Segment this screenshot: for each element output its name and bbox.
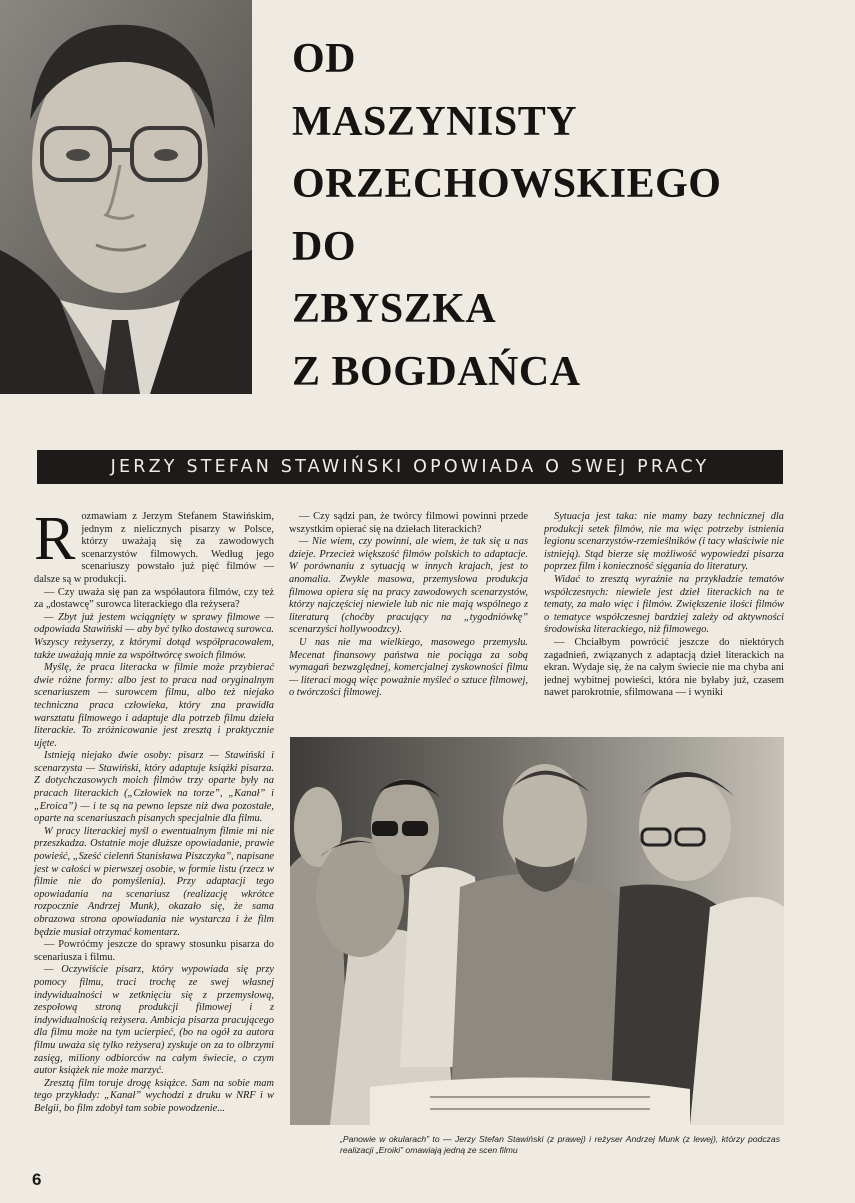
title-line: Z BOGDAŃCA [292, 348, 581, 395]
article-paragraph: Istnieją niejako dwie osoby: pisarz — Stawiński i scenarzysta — Stawiński, który adaptuje książki pisarza. Z dotychczasowych moich filmów trzy oparte były na pracach literackich („Człowiek na torze”, „Kanał” i „Eroica”) — i te są na pewno lepsze niż dwa pozostałe, oparte na scenariuszach pisanych specjalnie dla filmu. [34, 750, 274, 825]
article-paragraph: Zresztą film toruje drogę książce. Sam na sobie mam tego przykłady: „Kanał” wychodzi z druku w NRF i w Belgii, bo film zdobył tam sobie powodzenie... [34, 1077, 274, 1114]
title-line: OD [292, 36, 356, 82]
drop-cap: R [34, 511, 76, 573]
article-paragraph: Widać to zresztą wyraźnie na przykładzie tematów współczesnych: niewiele jest dzieł literackich na te tematy, za mało więc i filmów. Zwiększenie ilości filmów o tematyce współczesnej bardziej zależy od aktywności środowiska literackiego, niż filmowego. [544, 573, 784, 636]
article-paragraph: — Zbyt już jestem wciągnięty w sprawy filmowe — odpowiada Stawiński — aby być tylko dostawcą surowca. Wszyscy reżyserzy, z którymi dotąd współpracowałem, także uważają mnie za współtwórcę swoich filmów. [34, 611, 274, 661]
article-paragraph: Myślę, że praca literacka w filmie może przybierać dwie różne formy: albo jest to praca nad oryginalnym scenariuszem — surowcem filmu, albo też niejako techniczna praca człowieka, który zna prawidła warsztatu filmowego i adaptuje dla potrzeb filmu dzieła literackie. To zróżnicowanie jest zresztą i praktycznie ujęte. [34, 662, 274, 749]
article-paragraph: — Czy uważa się pan za współautora filmów, czy też za „dostawcę” surowca literackiego dla reżysera? [34, 586, 274, 611]
title-line: DO [292, 223, 356, 270]
article-paragraph: — Powróćmy jeszcze do sprawy stosunku pisarza do scenariusza i filmu. [34, 939, 274, 963]
article-paragraph: — Nie wiem, czy powinni, ale wiem, że tak się u nas dzieje. Przecież większość filmów polskich to adaptacje. W porównaniu z sytuacją w innych krajach, jest to anomalia. Zwykle masowa, przemysłowa produkcja filmowa opiera się na pracy zawodowych scenarzystów, którzy najczęściej niewiele lub nic nie mają wspólnego z literaturą (choćby pracujący na „tygodniówkę” scenarzyści hollywoodzcy). [289, 536, 528, 636]
text-column-2 [289, 511, 528, 721]
article-paragraph: Sytuacja jest taka: nie mamy bazy technicznej dla produkcji setek filmów, nie ma więc potrzeby istnienia legionu scenarzystów-rzemieślników (i tacy właściwie nie istnieją). Stąd bierze się możliwość wypowiedzi pisarza poprzez film i konieczność sięgania do literatury. [544, 511, 784, 573]
title-line: MASZYNISTY [292, 98, 578, 145]
article-paragraph: U nas nie ma wielkiego, masowego przemysłu. Mecenat finansowy państwa nie pociąga za sobą wymagań bezwzględnej, komercjalnej zyskowności filmu — literaci mogą więc poważnie myśleć o sztuce filmowej, o twórczości filmowej. [289, 636, 528, 699]
group-photo-illustration [290, 737, 784, 1125]
group-photo [290, 737, 784, 1125]
subtitle-banner: JERZY STEFAN STAWIŃSKI OPOWIADA O SWEJ PRACY [37, 450, 783, 484]
article-paragraph: W pracy literackiej myśl o ewentualnym filmie mi nie przeszkadza. Ostatnie moje dłuższe opowiadanie, prawie powieść, „Sześć cielenń Stanisława Piszczyka”, napisane jest w całości w pierwszej osobie, w formie listu (rzecz w filmie nie do pomyślenia). Przy adaptacji tego opowiadania na scenariusz (realizację wkrótce rozpocznie Andrzej Munk), okazało się, że sama obrazowa strona opowiadania nie wystarcza i że film będzie musiał otrzymać komentarz. [34, 825, 274, 938]
title-line: ZBYSZKA [292, 286, 497, 333]
col3-body [544, 511, 784, 700]
article-paragraph: — Oczywiście pisarz, który wypowiada się przy pomocy filmu, traci trochę ze swej własnej indywidualności w zetknięciu się z przemysłową, zespołową stroną produkcji filmowej i z indywidualnością reżysera. Ambicja pisarza pracującego dla filmu może na tym ucierpieć, (bo na ogół za autora filmu uważa się tylko reżysera) zyskuje on za to olbrzymi zasięg, miliony odbiorców na całym świecie, o czym autor książek nie może marzyć. [34, 964, 274, 1077]
col1-body [34, 587, 274, 1116]
article-paragraph: — Chciałbym powrócić jeszcze do niektórych zagadnień, związanych z adaptacją dzieł literackich na ekran. Wydaje się, że na całym świecie nie ma chyba ani jednej wybitnej powieści, która nie byłaby już, czasem nawet parokrotnie, sfilmowana — i wyniki [544, 636, 784, 699]
text-column-3 [544, 511, 784, 721]
intro-text: ozmawiam z Jerzym Stefanem Stawińskim, jednym z nielicznych pisarzy w Polsce, którzy uważają się za zawodowych scenarzystów filmowych. Według jego scenariuszy powstało już pięć filmów — dalsze są w produkcji. [34, 511, 274, 585]
title-line: ORZECHOWSKIEGO [292, 161, 722, 208]
article-paragraph: — Czy sądzi pan, że twórcy filmowi powinni przede wszystkim opierać się na dziełach literackich? [289, 511, 528, 535]
article-title [292, 28, 812, 404]
col2-body [289, 511, 528, 700]
portrait-illustration [0, 0, 252, 394]
author-portrait-photo [0, 0, 252, 394]
intro-paragraph [34, 511, 274, 587]
text-column-1 [34, 511, 274, 1151]
photo-caption: „Panowie w okularach” to — Jerzy Stefan Stawiński (z prawej) i reżyser Andrzej Munk (z lewej), którzy podczas realizacji „Eroiki” omawiają jedną ze scen filmu [340, 1134, 780, 1155]
page-number: 6 [32, 1170, 42, 1189]
